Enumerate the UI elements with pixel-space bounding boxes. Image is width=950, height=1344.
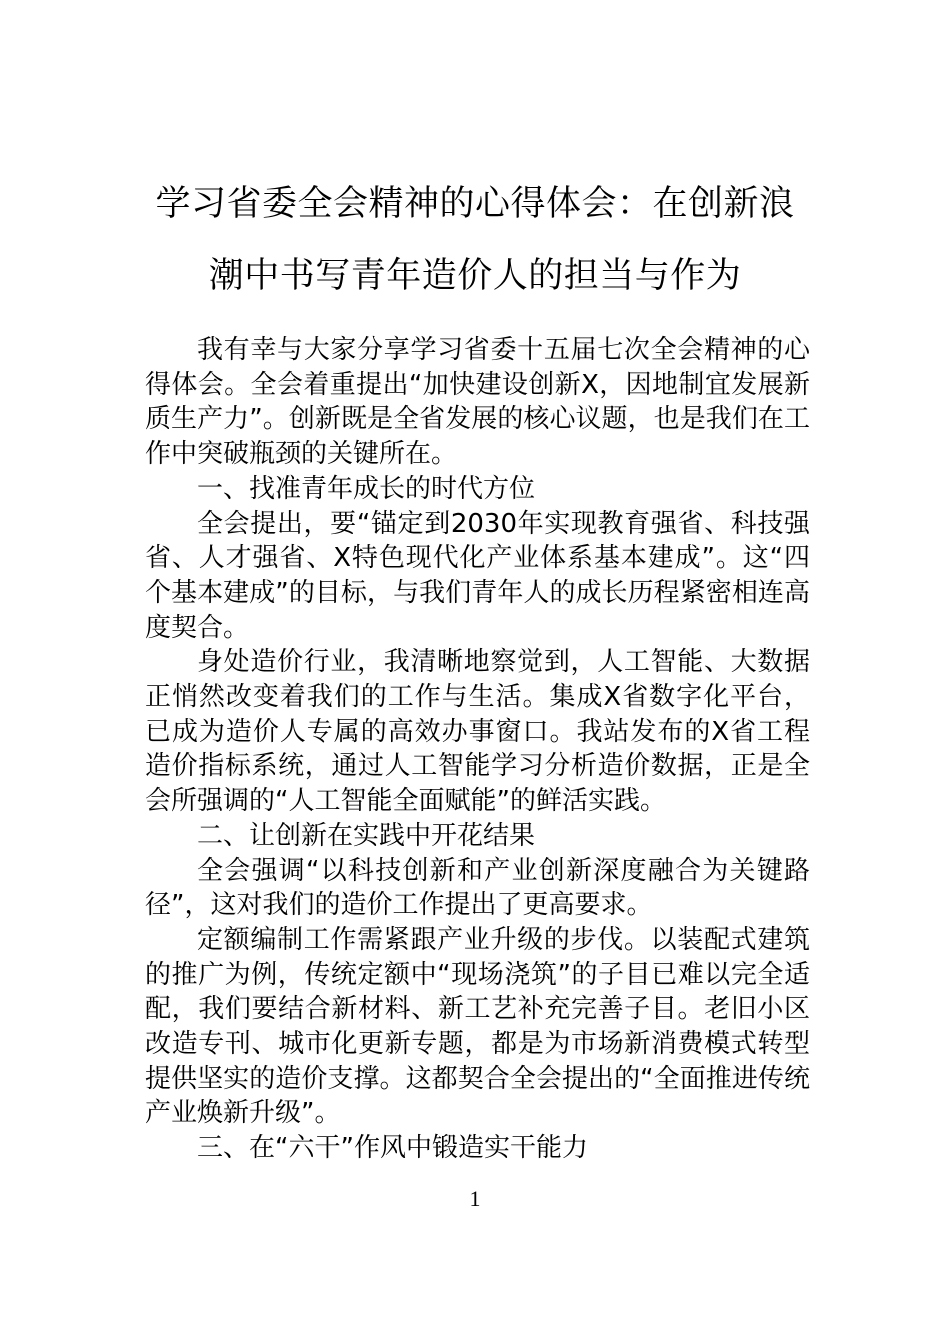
paragraph-section-1-a: 全会提出，要“锚定到2030年实现教育强省、科技强省、人才强省、X特色现代化产业体系基本建成”。这“四个基本建成”的目标，与我们青年人的成长历程紧密相连高度契合。 [145,508,810,643]
paragraph-section-2-b: 定额编制工作需紧跟产业升级的步伐。以装配式建筑的推广为例，传统定额中“现场浇筑”的子目已难以完全适配，我们要结合新材料、新工艺补充完善子目。老旧小区改造专刊、城市化更新专题，都是为市场新消费模式转型提供坚实的造价支撑。这都契合全会提出的“全面推进传统产业焕新升级”。 [145,924,810,1129]
paragraph-section-2-a: 全会强调“以科技创新和产业创新深度融合为关键路径”，这对我们的造价工作提出了更高要求。 [145,855,810,921]
section-heading-3: 三、在“六干”作风中锻造实干能力 [197,1133,588,1164]
title-line-1: 学习省委全会精神的心得体会：在创新浪 [155,184,795,224]
section-heading-1: 一、找准青年成长的时代方位 [197,473,536,504]
document-title [130,168,820,312]
paragraph-section-1-b: 身处造价行业，我清晰地察觉到，人工智能、大数据正悄然改变着我们的工作与生活。集成X省数字化平台，已成为造价人专属的高效办事窗口。我站发布的X省工程造价指标系统，通过人工智能学习分析造价数据，正是全会所强调的“人工智能全面赋能”的鲜活实践。 [145,647,810,817]
document-body [145,333,810,1166]
page-number: 1 [469,1186,481,1211]
paragraph-intro: 我有幸与大家分享学习省委十五届七次全会精神的心得体会。全会着重提出“加快建设创新X，因地制宜发展新质生产力”。创新既是全省发展的核心议题，也是我们在工作中突破瓶颈的关键所在。 [145,335,810,470]
section-heading-2: 二、让创新在实践中开花结果 [197,820,536,851]
title-line-2: 潮中书写青年造价人的担当与作为 [208,256,742,296]
